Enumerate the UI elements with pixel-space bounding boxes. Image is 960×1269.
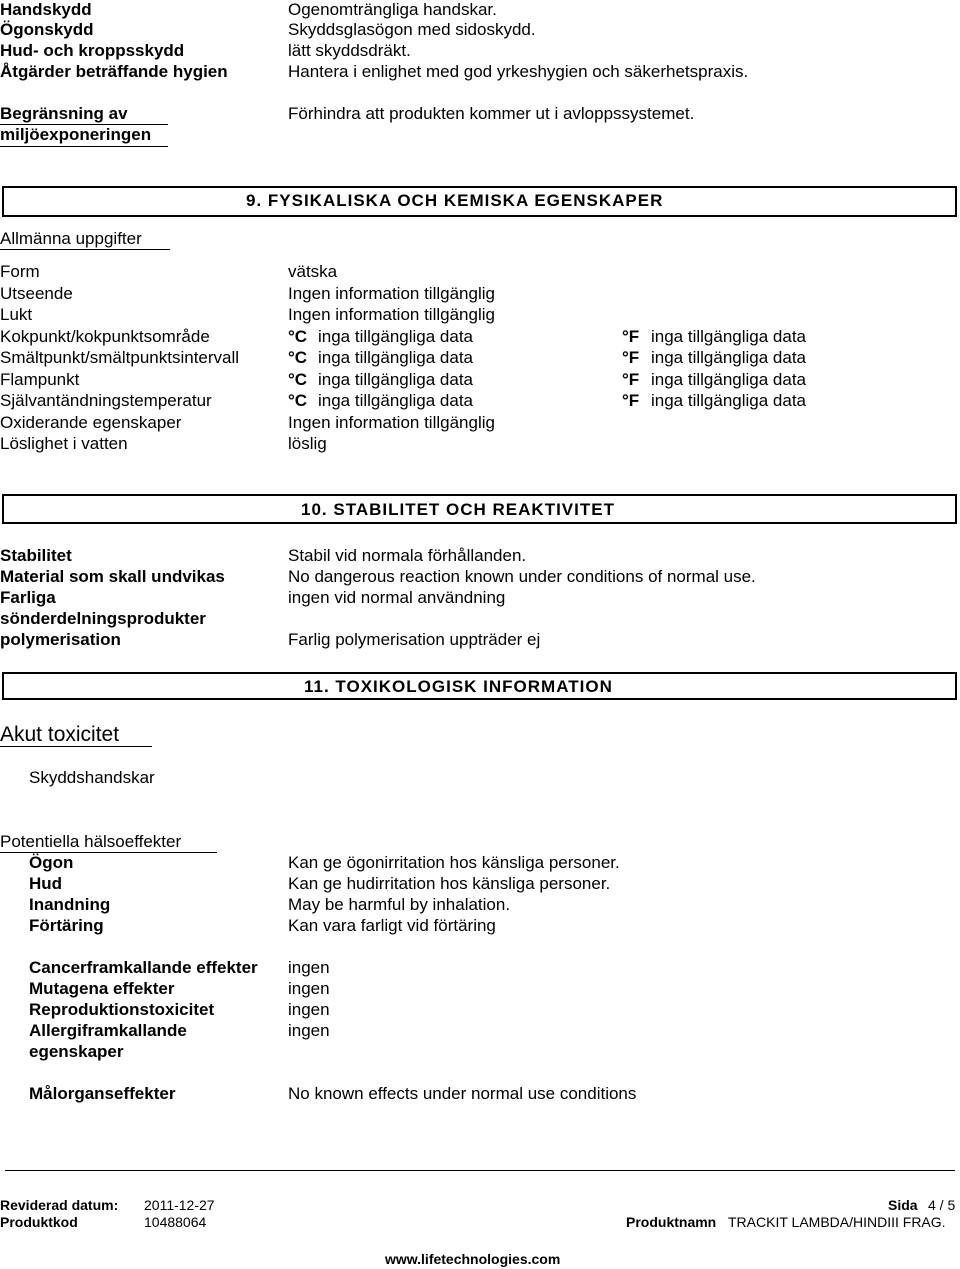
product-name-label: Produktnamn bbox=[626, 1214, 717, 1230]
general-info-heading: Allmänna uppgifter bbox=[0, 229, 142, 248]
appearance-label: Utseende bbox=[0, 284, 73, 303]
solubility-label: Löslighet i vatten bbox=[0, 434, 128, 453]
product-code-label: Produktkod bbox=[0, 1214, 78, 1230]
carcinogenic-value: ingen bbox=[288, 958, 330, 977]
skin-value: Kan ge hudirritation hos känsliga personer. bbox=[288, 874, 611, 893]
allergenic-label: Allergiframkallande bbox=[29, 1021, 187, 1040]
form-label: Form bbox=[0, 262, 40, 281]
flash-point-label: Flampunkt bbox=[0, 370, 80, 389]
flash-point-f-value: inga tillgängliga data bbox=[651, 370, 807, 389]
allergenic-label-2: egenskaper bbox=[29, 1042, 124, 1061]
autoignition-f-value: inga tillgängliga data bbox=[651, 391, 807, 410]
product-code-value: 10488064 bbox=[144, 1214, 207, 1230]
mutagenic-value: ingen bbox=[288, 979, 330, 998]
autoignition-c-value: inga tillgängliga data bbox=[318, 391, 474, 410]
target-organ-value: No known effects under normal use conditions bbox=[288, 1084, 637, 1103]
celsius-unit: °C bbox=[288, 391, 308, 410]
boiling-point-f-value: inga tillgängliga data bbox=[651, 327, 807, 346]
boiling-point-label: Kokpunkt/kokpunktsområde bbox=[0, 327, 210, 346]
fahrenheit-unit: °F bbox=[622, 370, 640, 389]
melting-point-label: Smältpunkt/smältpunktsintervall bbox=[0, 348, 240, 367]
handskydd-value: Ogenomträngliga handskar. bbox=[288, 0, 497, 19]
section-10-title: 10. STABILITET OCH REAKTIVITET bbox=[301, 500, 615, 519]
stability-value: Stabil vid normala förhållanden. bbox=[288, 546, 527, 565]
handskydd-label: Handskydd bbox=[0, 0, 92, 19]
target-organ-label: Målorganseffekter bbox=[29, 1084, 176, 1103]
section-9-title: 9. FYSIKALISKA OCH KEMISKA EGENSKAPER bbox=[246, 191, 664, 210]
hygien-label: Åtgärder beträffande hygien bbox=[0, 62, 228, 81]
env-label-2: miljöexponeringen bbox=[0, 125, 152, 144]
celsius-unit: °C bbox=[288, 327, 308, 346]
product-name-value: TRACKIT LAMBDA/HINDIII FRAG. bbox=[728, 1214, 946, 1230]
mutagenic-label: Mutagena effekter bbox=[29, 979, 175, 998]
fahrenheit-unit: °F bbox=[622, 327, 640, 346]
revised-date-label: Reviderad datum: bbox=[0, 1197, 119, 1213]
form-value: vätska bbox=[288, 262, 338, 281]
ingestion-value: Kan vara farligt vid förtäring bbox=[288, 916, 496, 935]
oxidizing-value: Ingen information tillgänglig bbox=[288, 413, 495, 432]
flash-point-c-value: inga tillgängliga data bbox=[318, 370, 474, 389]
solubility-value: löslig bbox=[288, 434, 327, 453]
odor-value: Ingen information tillgänglig bbox=[288, 305, 495, 324]
decomposition-value: ingen vid normal användning bbox=[288, 588, 506, 607]
boiling-point-c-value: inga tillgängliga data bbox=[318, 327, 474, 346]
env-label-underline-2 bbox=[0, 146, 168, 147]
ogonskydd-label: Ögonskydd bbox=[0, 20, 94, 39]
eyes-label: Ögon bbox=[29, 853, 74, 872]
decomposition-label-2: sönderdelningsprodukter bbox=[0, 609, 206, 628]
polymerisation-value: Farlig polymerisation uppträder ej bbox=[288, 630, 541, 649]
incompatible-materials-label: Material som skall undvikas bbox=[0, 567, 225, 586]
inhalation-value: May be harmful by inhalation. bbox=[288, 895, 511, 914]
hygien-value: Hantera i enlighet med god yrkeshygien och säkerhetspraxis. bbox=[288, 62, 749, 81]
autoignition-label: Självantändningstemperatur bbox=[0, 391, 212, 410]
inhalation-label: Inandning bbox=[29, 895, 111, 914]
revised-date-value: 2011-12-27 bbox=[144, 1197, 215, 1213]
reproductive-label: Reproduktionstoxicitet bbox=[29, 1000, 215, 1019]
appearance-value: Ingen information tillgänglig bbox=[288, 284, 495, 303]
footer-divider bbox=[5, 1170, 955, 1171]
acute-toxicity-text: Skyddshandskar bbox=[29, 768, 155, 787]
allergenic-value: ingen bbox=[288, 1021, 330, 1040]
odor-label: Lukt bbox=[0, 305, 33, 324]
page-label: Sida bbox=[888, 1197, 918, 1213]
carcinogenic-label: Cancerframkallande effekter bbox=[29, 958, 258, 977]
polymerisation-label: polymerisation bbox=[0, 630, 121, 649]
health-effects-heading: Potentiella hälsoeffekter bbox=[0, 832, 182, 851]
incompatible-materials-value: No dangerous reaction known under conditions of normal use. bbox=[288, 567, 756, 586]
skin-label: Hud bbox=[29, 874, 63, 893]
fahrenheit-unit: °F bbox=[622, 391, 640, 410]
fahrenheit-unit: °F bbox=[622, 348, 640, 367]
eyes-value: Kan ge ögonirritation hos känsliga personer. bbox=[288, 853, 620, 872]
env-label-1: Begränsning av bbox=[0, 104, 128, 123]
melting-point-c-value: inga tillgängliga data bbox=[318, 348, 474, 367]
page-value: 4 / 5 bbox=[928, 1197, 956, 1213]
section-11-title: 11. TOXIKOLOGISK INFORMATION bbox=[304, 677, 613, 696]
decomposition-label-1: Farliga bbox=[0, 588, 56, 607]
ogonskydd-value: Skyddsglasögon med sidoskydd. bbox=[288, 20, 536, 39]
kroppsskydd-label: Hud- och kroppsskydd bbox=[0, 41, 185, 60]
reproductive-value: ingen bbox=[288, 1000, 330, 1019]
celsius-unit: °C bbox=[288, 348, 308, 367]
ingestion-label: Förtäring bbox=[29, 916, 104, 935]
kroppsskydd-value: lätt skyddsdräkt. bbox=[288, 41, 411, 60]
oxidizing-label: Oxiderande egenskaper bbox=[0, 413, 182, 432]
general-info-underline bbox=[0, 249, 170, 250]
footer-url-link[interactable]: www.lifetechnologies.com bbox=[385, 1251, 561, 1267]
acute-toxicity-heading: Akut toxicitet bbox=[0, 723, 120, 746]
env-value: Förhindra att produkten kommer ut i avloppssystemet. bbox=[288, 104, 695, 123]
melting-point-f-value: inga tillgängliga data bbox=[651, 348, 807, 367]
stability-label: Stabilitet bbox=[0, 546, 72, 565]
celsius-unit: °C bbox=[288, 370, 308, 389]
acute-toxicity-underline bbox=[0, 746, 152, 747]
